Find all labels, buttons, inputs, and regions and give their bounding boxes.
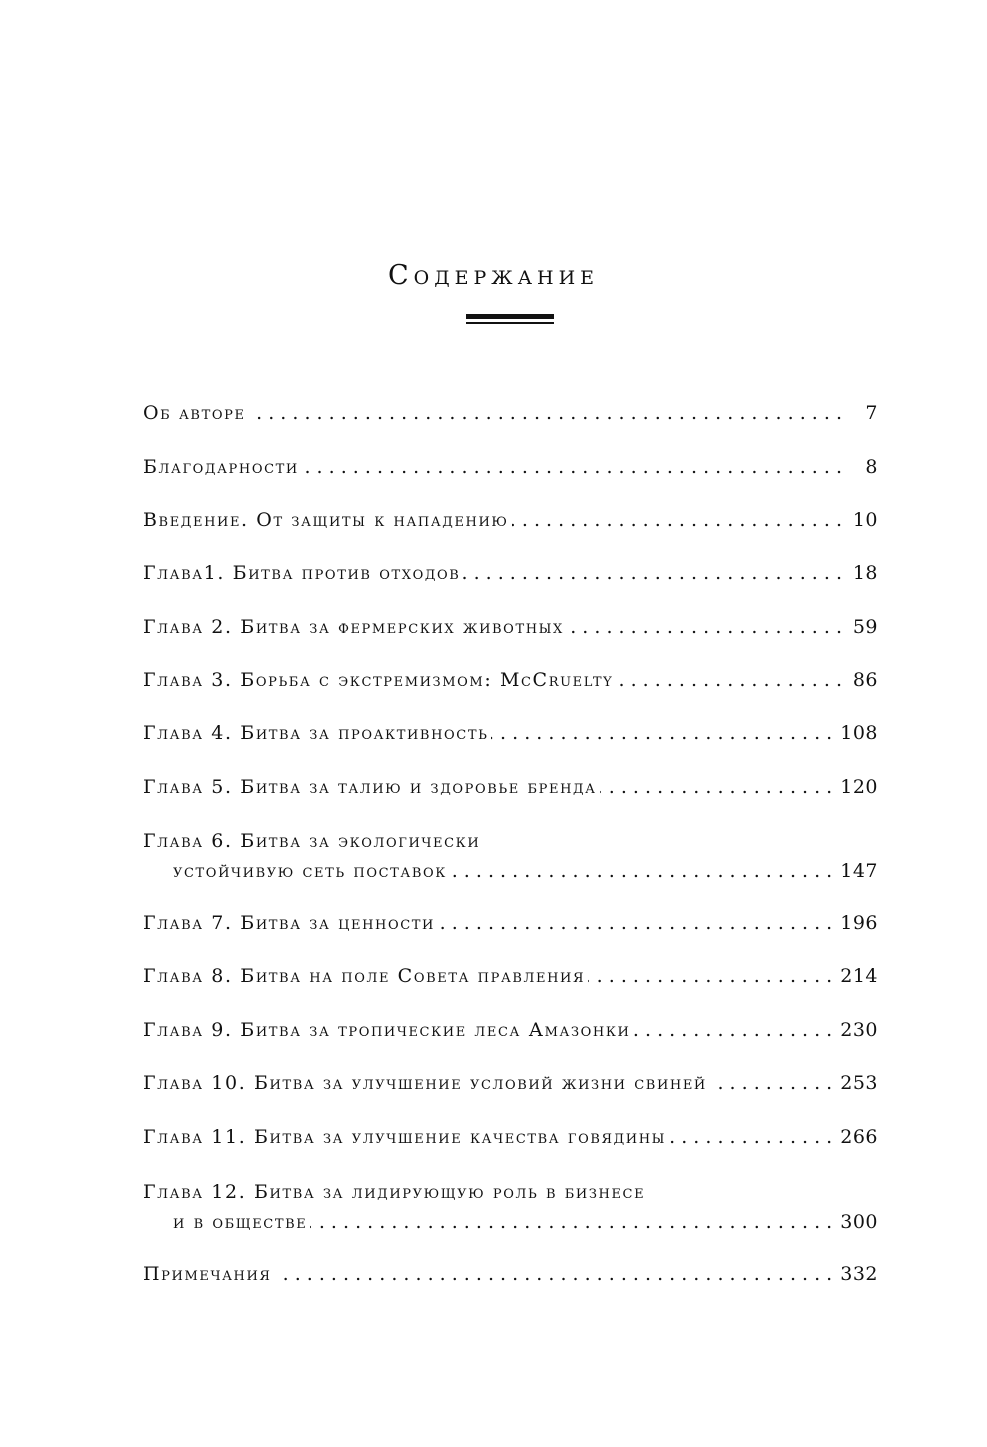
toc-entry-page: 266: [840, 1126, 878, 1148]
toc-entry-chapter-11[interactable]: [143, 1122, 878, 1152]
rule-thin-line: [466, 322, 554, 324]
toc-entry-page: 86: [852, 669, 878, 691]
toc-entry-page: 300: [840, 1211, 878, 1233]
toc-entry-title: Глава 3. Борьба с экстремизмом: McCruelty: [143, 669, 614, 691]
toc-entry-page: 8: [865, 456, 878, 478]
toc-entry-title: Глава 2. Битва за фермерских животных: [143, 616, 564, 638]
toc-entry-chapter-7[interactable]: [143, 908, 878, 938]
dot-leader: [600, 772, 833, 802]
dot-leader: [567, 612, 842, 642]
dot-leader: [588, 961, 832, 991]
dot-leader: [249, 398, 842, 428]
toc-entry-title: Глава 11. Битва за улучшение качества говядины: [143, 1126, 667, 1148]
toc-entry-page: 18: [852, 562, 878, 584]
toc-entry-title-line-1: Глава 12. Битва за лидирующую роль в бизнесе: [143, 1181, 646, 1203]
toc-entry-title-line-2: и в обществе: [173, 1211, 308, 1233]
toc-entry-title: Глава 10. Битва за улучшение условий жизни свиней: [143, 1072, 707, 1094]
toc-entry-about-author[interactable]: [143, 398, 878, 428]
toc-entry-title: Глава 8. Битва на поле Совета правления: [143, 965, 586, 987]
toc-entry-chapter-10[interactable]: [143, 1068, 878, 1098]
dot-leader: [302, 452, 842, 482]
dot-leader: [450, 856, 832, 886]
toc-entry-title-line-1: Глава 6. Битва за экологически: [143, 830, 481, 852]
toc-entry-title: Глава 4. Битва за проактивность: [143, 722, 489, 744]
toc-entry-page: 7: [865, 402, 878, 424]
dot-leader: [710, 1068, 832, 1098]
toc-entry-title: Благодарности: [143, 456, 299, 478]
toc-entry-title: Примечания: [143, 1263, 272, 1285]
toc-entry-page: 230: [840, 1019, 878, 1041]
toc-entry-acknowledgements[interactable]: [143, 452, 878, 482]
dot-leader: [491, 718, 832, 748]
dot-leader: [633, 1015, 832, 1045]
dot-leader: [275, 1259, 833, 1289]
toc-entry-page: 147: [840, 860, 878, 882]
toc-entry-page: 120: [840, 776, 878, 798]
toc-entry-introduction[interactable]: [143, 505, 878, 535]
toc-entry-page: 10: [852, 509, 878, 531]
dot-leader: [512, 505, 842, 535]
dot-leader: [310, 1207, 832, 1237]
toc-entry-chapter-1[interactable]: [143, 558, 878, 588]
toc-entry-page: 108: [840, 722, 878, 744]
toc-entry-page: 196: [840, 912, 878, 934]
toc-entry-chapter-4[interactable]: [143, 718, 878, 748]
toc-entry-title: Глава 7. Битва за ценности: [143, 912, 435, 934]
dot-leader: [463, 558, 842, 588]
toc-heading: Содержание: [387, 260, 600, 291]
toc-entry-chapter-9[interactable]: [143, 1015, 878, 1045]
toc-entry-title: Глава 5. Битва за талию и здоровье бренда: [143, 776, 597, 798]
toc-entry-page: 214: [840, 965, 878, 987]
dot-leader: [669, 1122, 832, 1152]
toc-entry-title: Глава1. Битва против отходов: [143, 562, 461, 584]
toc-entry-chapter-6[interactable]: [143, 826, 878, 886]
toc-entry-chapter-8[interactable]: [143, 961, 878, 991]
toc-entry-title-line-2: устойчивую сеть поставок: [173, 860, 447, 882]
toc-entry-title: Об авторе: [143, 402, 246, 424]
toc-entry-chapter-3[interactable]: [143, 665, 878, 695]
dot-leader: [438, 908, 832, 938]
toc-entry-notes[interactable]: [143, 1259, 878, 1289]
toc-entry-chapter-5[interactable]: [143, 772, 878, 802]
heading-double-rule: [466, 314, 554, 324]
toc-entry-page: 59: [852, 616, 878, 638]
toc-entry-title: Глава 9. Битва за тропические леса Амазонки: [143, 1019, 631, 1041]
toc-entry-page: 253: [840, 1072, 878, 1094]
toc-entry-page: 332: [840, 1263, 878, 1285]
dot-leader: [616, 665, 842, 695]
toc-entry-title: Введение. От защиты к нападению: [143, 509, 509, 531]
toc-entry-chapter-2[interactable]: [143, 612, 878, 642]
toc-entry-chapter-12[interactable]: [143, 1177, 878, 1237]
